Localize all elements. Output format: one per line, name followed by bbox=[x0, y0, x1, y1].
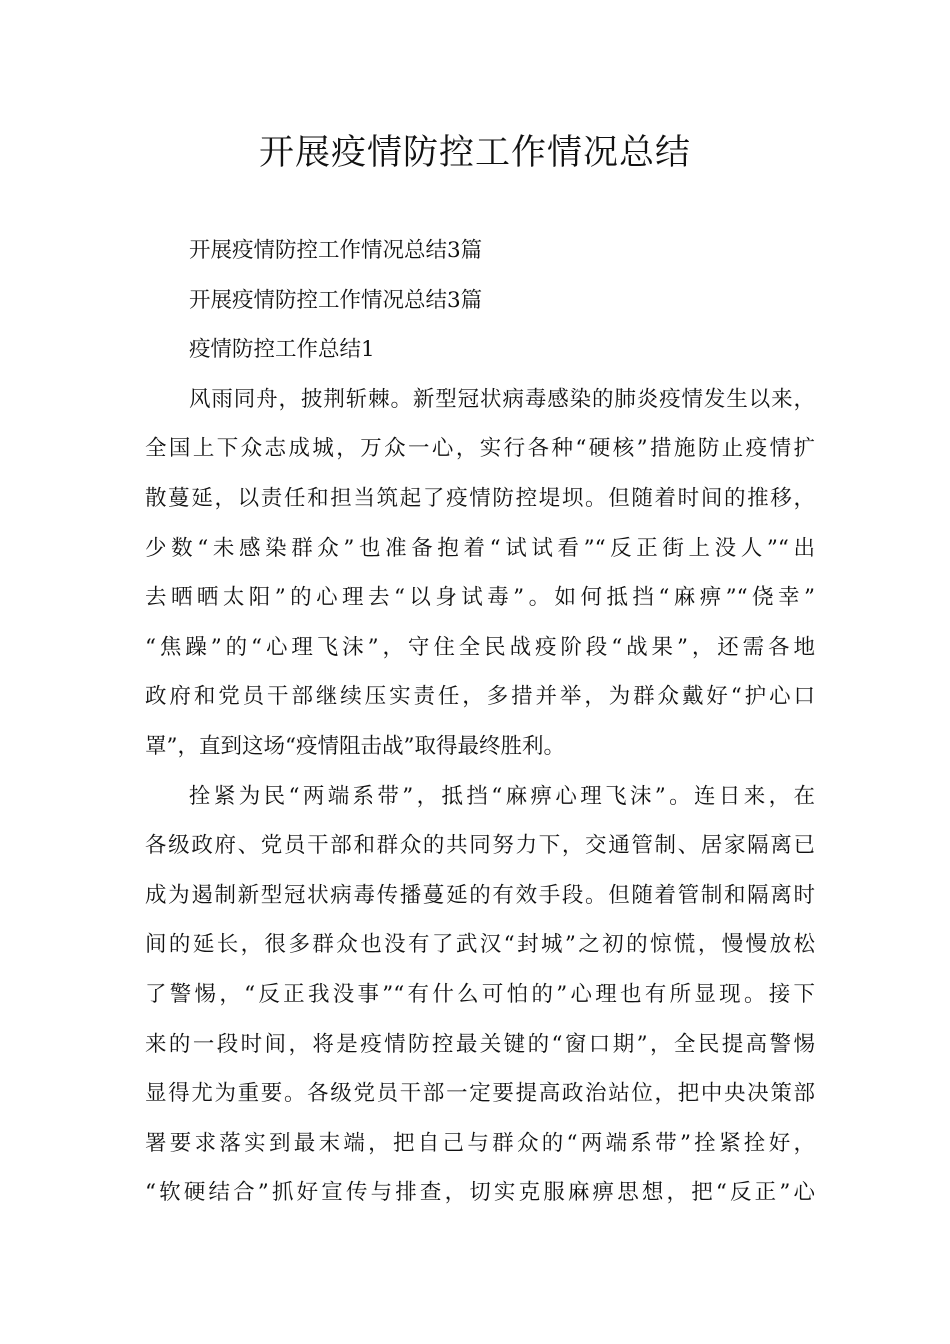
paragraph-line: 各级政府、党员干部和群众的共同努力下，交通管制、居家隔离已 bbox=[145, 833, 815, 859]
section-heading: 疫情防控工作总结1 bbox=[189, 337, 375, 363]
document-title: 开展疫情防控工作情况总结 bbox=[258, 133, 691, 173]
paragraph-line: 来的一段时间，将是疫情防控最关键的“窗口期”，全民提高警惕 bbox=[145, 1031, 815, 1057]
paragraph-line: 少数“未感染群众”也准备抱着“试试看”“反正街上没人”“出 bbox=[145, 535, 815, 561]
heading-line: 开展疫情防控工作情况总结3篇 bbox=[189, 238, 483, 263]
paragraph-line: 政府和党员干部继续压实责任，多措并举，为群众戴好“护心口 bbox=[145, 684, 815, 710]
paragraph-line: 拴紧为民“两端系带”，抵挡“麻痹心理飞沫”。连日来，在 bbox=[189, 783, 815, 809]
paragraph-line: 了警惕，“反正我没事”“有什么可怕的”心理也有所显现。接下 bbox=[145, 981, 815, 1007]
paragraph-2 bbox=[145, 772, 815, 1218]
paragraph-line: 显得尤为重要。各级党员干部一定要提高政治站位，把中央决策部 bbox=[145, 1081, 815, 1107]
paragraph-line: 间的延长，很多群众也没有了武汉“封城”之初的惊慌，慢慢放松 bbox=[145, 932, 815, 958]
paragraph-line: “软硬结合”抓好宣传与排查，切实克服麻痹思想，把“反正”心 bbox=[145, 1180, 815, 1206]
paragraph-line: 散蔓延，以责任和担当筑起了疫情防控堤坝。但随着时间的推移， bbox=[145, 485, 815, 511]
paragraph-line: “焦躁”的“心理飞沫”，守住全民战疫阶段“战果”，还需各地 bbox=[145, 634, 815, 660]
paragraph-line: 去晒晒太阳”的心理去“以身试毒”。如何抵挡“麻痹”“侥幸” bbox=[145, 585, 815, 611]
paragraph-line: 罩”，直到这场“疫情阻击战”取得最终胜利。 bbox=[145, 733, 565, 759]
heading-line: 开展疫情防控工作情况总结3篇 bbox=[189, 287, 483, 313]
paragraph-line: 成为遏制新型冠状病毒传播蔓延的有效手段。但随着管制和隔离时 bbox=[145, 882, 815, 908]
paragraph-line: 署要求落实到最末端，把自己与群众的“两端系带”拴紧拴好， bbox=[145, 1130, 815, 1156]
paragraph-1 bbox=[145, 375, 815, 772]
paragraph-line: 风雨同舟，披荆斩棘。新型冠状病毒感染的肺炎疫情发生以来， bbox=[189, 386, 815, 412]
paragraph-line: 全国上下众志成城，万众一心，实行各种“硬核”措施防止疫情扩 bbox=[145, 436, 815, 462]
document-body bbox=[145, 226, 815, 1218]
